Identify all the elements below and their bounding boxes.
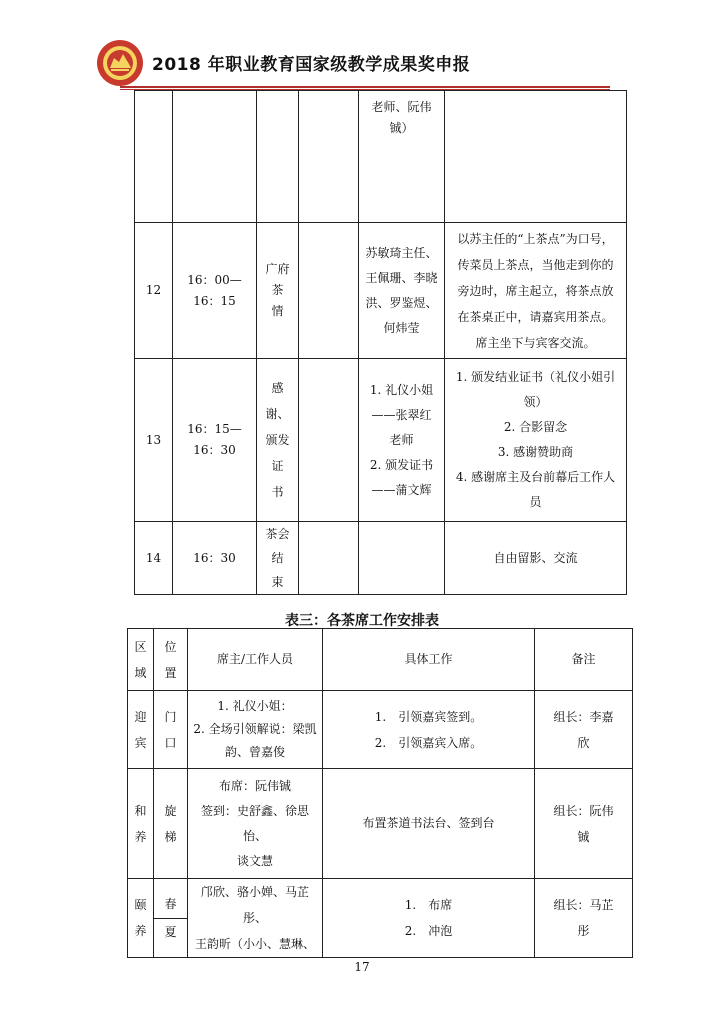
work-text: 1. 布席: [404, 898, 453, 912]
page-header: [0, 0, 724, 90]
note-cell: [535, 879, 633, 958]
table-row: [135, 522, 627, 595]
work-line: 自由留影、交流: [493, 550, 578, 565]
name-line: 书: [271, 485, 284, 499]
row-number: [135, 91, 173, 223]
work-line: 传菜员上茶点，当他走到你的: [457, 257, 614, 272]
people-line: 老师、阮伟: [371, 100, 432, 114]
position-cell: [154, 879, 188, 958]
header-staff: 席主/工作人员: [188, 629, 323, 691]
name-line: 感谢、: [265, 381, 290, 421]
row-extra: [299, 522, 359, 595]
people-line: 王佩珊、李晓: [365, 270, 438, 285]
people-line: 苏敏琦主任、: [365, 245, 438, 260]
position-text: 旋: [164, 803, 177, 818]
name-line: 情: [271, 304, 284, 318]
row-name: [257, 91, 299, 223]
row-work: [445, 223, 627, 359]
area-text: 宾: [134, 735, 147, 750]
header-text: 区: [134, 639, 147, 654]
work-line: 员: [529, 495, 542, 509]
note-text: 彤: [577, 924, 590, 938]
work-cell: [323, 769, 535, 879]
work-cell: [323, 879, 535, 958]
name-line: 广府茶: [265, 262, 290, 297]
staff-text: 韵、曾嘉俊: [224, 745, 285, 759]
row-name: [257, 359, 299, 522]
work-text: 布置茶道书法台、签到台: [362, 816, 495, 830]
position-cell: [154, 769, 188, 879]
row-extra: [299, 223, 359, 359]
area-text: 养: [134, 924, 147, 938]
staff-text: 邝欣、骆小婵、马芷彤、: [200, 885, 309, 925]
work-line: 以苏主任的“上茶点”为口号，: [457, 231, 614, 246]
row-work: [445, 522, 627, 595]
row-time: [173, 91, 257, 223]
note-text: 欣: [577, 735, 590, 750]
work-line: 1. 颁发结业证书（礼仪小姐引: [455, 370, 616, 384]
row-people: [359, 522, 445, 595]
staff-cell: [188, 879, 323, 958]
work-text: 2. 冲泡: [404, 924, 453, 938]
people-line: 铖）: [389, 121, 414, 135]
header-position: [154, 629, 188, 691]
staff-cell: [188, 691, 323, 769]
staff-text: 王韵昕（小小、慧琳、: [194, 937, 315, 951]
row-number: 12: [135, 223, 173, 359]
staff-text: 布席：阮伟铖: [218, 778, 291, 793]
row-people: [359, 91, 445, 223]
position-text: 梯: [164, 829, 177, 844]
header-area: [128, 629, 154, 691]
time-line: 16：30: [193, 443, 236, 457]
row-work: [445, 359, 627, 522]
area-cell: [128, 769, 154, 879]
header-text: 位: [164, 639, 177, 654]
time-line: 16：15—: [187, 422, 242, 436]
table-row: [135, 223, 627, 359]
name-line: 颁发证: [265, 433, 290, 473]
time-line: 16：15: [193, 293, 236, 308]
table-title: 表三：各茶席工作安排表: [285, 613, 439, 629]
name-line: 茶会结: [265, 527, 290, 565]
header-title: 2018 年职业教育国家级教学成果奖申报: [152, 55, 471, 75]
table-row: [135, 359, 627, 522]
area-cell: [128, 879, 154, 958]
note-cell: [535, 769, 633, 879]
people-line: ——张翠红: [371, 407, 432, 422]
table-row: [128, 691, 633, 769]
work-line: 席主坐下与宾客交流。: [475, 335, 596, 350]
row-number: 13: [135, 359, 173, 522]
position-text: 门: [164, 709, 177, 724]
header-text: 置: [164, 665, 177, 680]
row-people: [359, 359, 445, 522]
name-line: 束: [271, 575, 284, 589]
note-text: 组长：阮伟: [553, 803, 614, 818]
row-time: [173, 522, 257, 595]
work-line: 领）: [523, 395, 548, 409]
area-text: 和: [134, 803, 147, 818]
position-text: 口: [164, 735, 177, 750]
row-number: 14: [135, 522, 173, 595]
table-row: [128, 769, 633, 879]
note-text: 组长：马芷: [553, 898, 614, 912]
table-row: [128, 879, 633, 958]
staff-text: 签到：史舒鑫、徐思怡、: [200, 803, 309, 843]
work-line: 4. 感谢席主及台前幕后工作人: [455, 470, 616, 484]
header-note: 备注: [535, 629, 633, 691]
work-cell: [323, 691, 535, 769]
people-line: 洪、罗鉴煜、: [365, 295, 438, 310]
table-row: [135, 91, 627, 223]
work-text: 2. 引领嘉宾入席。: [374, 735, 483, 750]
note-text: 组长：李嘉: [553, 709, 614, 724]
header-rule: [120, 86, 610, 88]
note-cell: [535, 691, 633, 769]
time-line: 16：30: [193, 550, 236, 565]
work-text: 1. 引领嘉宾签到。: [374, 709, 483, 724]
row-work: [445, 91, 627, 223]
position-text: 春: [154, 891, 187, 919]
row-extra: [299, 359, 359, 522]
area-text: 迎: [134, 709, 147, 724]
row-time: [173, 223, 257, 359]
staff-text: 2. 全场引领解说：梁凯: [193, 722, 317, 736]
people-line: 何炜莹: [383, 320, 420, 335]
header-text: 域: [134, 665, 147, 680]
page-number: 17: [354, 960, 370, 974]
staff-text: 谈文慧: [236, 853, 273, 868]
position-cell: [154, 691, 188, 769]
work-line: 2. 合影留念: [503, 420, 568, 434]
row-name: [257, 223, 299, 359]
position-text: 夏: [164, 924, 177, 939]
work-line: 旁边时，席主起立，将茶点放: [457, 283, 614, 298]
row-extra: [299, 91, 359, 223]
work-line: 3. 感谢赞助商: [497, 445, 574, 459]
row-name: [257, 522, 299, 595]
people-line: 1. 礼仪小姐: [369, 382, 434, 397]
staff-cell: [188, 769, 323, 879]
row-people: [359, 223, 445, 359]
area-text: 颐: [134, 898, 147, 912]
schedule-table: [134, 90, 627, 595]
row-time: [173, 359, 257, 522]
tea-table-arrangement-table: [127, 628, 633, 958]
note-text: 铖: [577, 829, 590, 844]
header-work: 具体工作: [323, 629, 535, 691]
time-line: 16：00—: [187, 272, 242, 287]
school-emblem-icon: [95, 38, 145, 88]
people-line: ——蒲文辉: [371, 482, 432, 497]
people-line: 2. 颁发证书: [369, 457, 434, 472]
table-header-row: [128, 629, 633, 691]
work-line: 在茶桌正中，请嘉宾用茶点。: [457, 309, 614, 324]
area-cell: [128, 691, 154, 769]
area-text: 养: [134, 829, 147, 844]
staff-text: 1. 礼仪小姐：: [217, 699, 293, 713]
people-line: 老师: [389, 432, 414, 447]
